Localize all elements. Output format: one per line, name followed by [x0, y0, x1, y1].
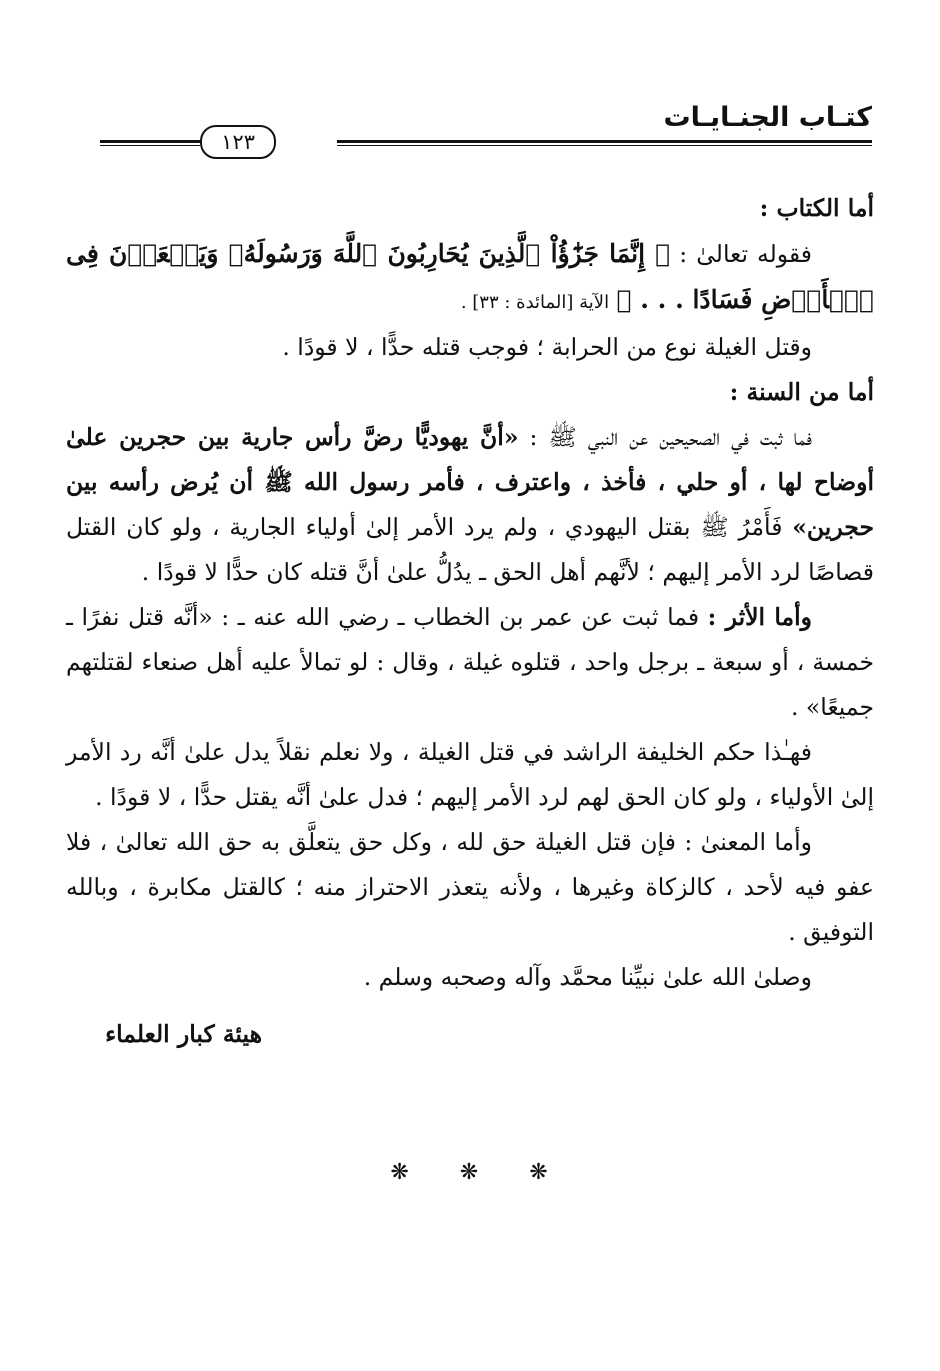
book-heading: أما الكتاب : — [759, 194, 874, 222]
hadith-paragraph — [66, 415, 874, 595]
athar-paragraph — [66, 595, 874, 730]
verse-intro: فقوله تعالىٰ : — [679, 240, 812, 268]
athar-text: فما ثبت عن عمر بن الخطاب ـ رضي الله عنه ـ : «أنَّه قتل نفرًا ـ خمسة ، أو سبعة ـ برجل واحد ، قتلوه غيلة ، وقال : لو تمالأ عليه أهل صنعاء لقتلتهم جميعًا» . — [66, 603, 874, 721]
ghila-paragraph: وقتل الغيلة نوع من الحرابة ؛ فوجب قتله حدًّا ، لا قودًا . — [282, 333, 812, 361]
page-content — [66, 186, 874, 1057]
hadith-intro: فما ثبت في الصحيحين عن النبي ﷺ : — [529, 423, 812, 451]
sunna-heading: أما من السنة : — [729, 378, 874, 406]
hadith-text: «أنَّ يهوديًّا رضَّ رأس جارية بين حجرين علىٰ أوضاح لها ، أو حلي ، فأخذ ، واعترف ، فأمر رسول الله ﷺ أن يُرض رأسه بين حجرين» — [66, 423, 874, 541]
athar-label: وأما الأثر : — [707, 603, 812, 631]
quran-verse: ﴿ إِنَّمَا جَزَٰٓؤُاْ ٱلَّذِينَ يُحَارِبُونَ ٱللَّهَ وَرَسُولَهُۥ وَيَسۡعَوۡنَ فِى ٱلۡأَرۡضِ فَسَادًا . . . ﴾ — [66, 239, 874, 314]
caliph-paragraph: فهـٰذا حكم الخليفة الراشد في قتل الغيلة ، ولا نعلم نقلاً يدل علىٰ أنَّه رد الأمر إلىٰ الأولياء ، ولو كان الحق لهم لرد الأمر إليهم ؛ فدل علىٰ أنَّه يقتل حدًّا ، لا قودًا . — [66, 738, 874, 811]
book-title: كتـاب الجنـايـات — [663, 102, 872, 133]
hadith-comment: فَأَمْرُ ﷺ بقتل اليهودي ، ولم يرد الأمر إلىٰ أولياء الجارية ، ولو كان القتل قصاصًا لرد الأمر إليهم ؛ لأنَّهم أهل الحق ـ يدُلُّ علىٰ أنَّ قتله كان حدًّا لا قودًا . — [66, 513, 874, 586]
section-end-stars: ❋ ❋ ❋ — [390, 1160, 570, 1185]
header-rule-right — [337, 140, 872, 146]
verse-paragraph — [66, 231, 874, 325]
page-header — [70, 92, 872, 162]
meaning-paragraph: وأما المعنىٰ : فإن قتل الغيلة حق لله ، وكل حق يتعلَّق به حق الله تعالىٰ ، فلا عفو فيه لأحد ، كالزكاة وغيرها ، ولأنه يتعذر الاحتراز منه ؛ كالقتل مكابرة ، وبالله التوفيق . — [66, 828, 874, 946]
page-number: ١٢٣ — [200, 125, 276, 159]
signature: هيئة كبار العلماء — [105, 1020, 262, 1048]
header-rule-left — [100, 140, 200, 146]
verse-reference: الآية [المائدة : ٣٣] . — [460, 292, 610, 313]
closing-prayer: وصلىٰ الله علىٰ نبيِّنا محمَّد وآله وصحبه وسلم . — [363, 963, 812, 991]
